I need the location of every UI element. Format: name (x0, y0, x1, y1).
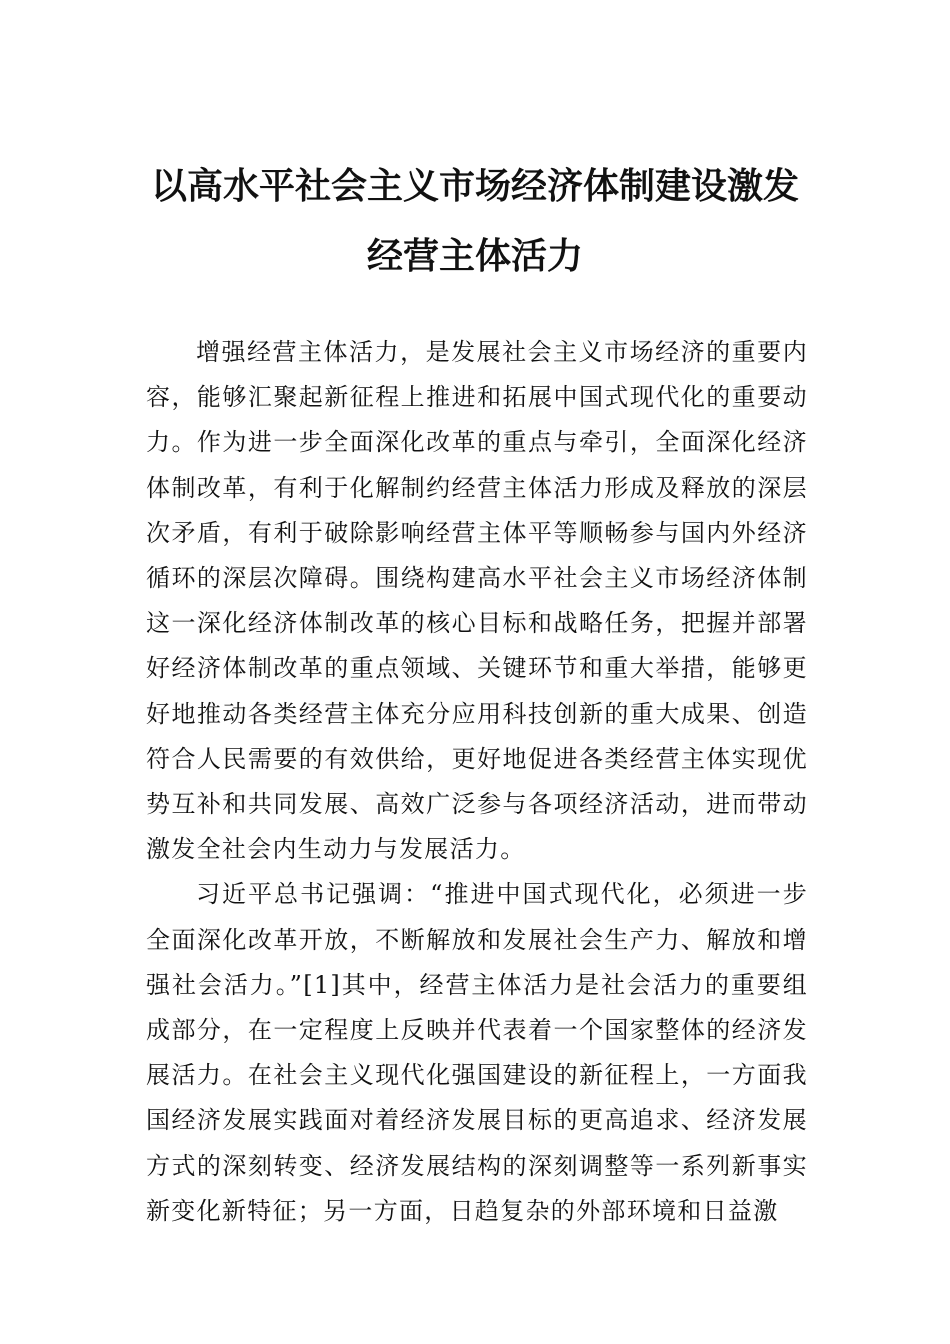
paragraph-2: 习近平总书记强调：“推进中国式现代化，必须进一步全面深化改革开放，不断解放和发展社会生产力、解放和增强社会活力。”[1]其中，经营主体活力是社会活力的重要组成部分，在一定程度上反映并代表着一个国家整体的经济发展活力。在社会主义现代化强国建设的新征程上，一方面我国经济发展实践面对着经济发展目标的更高追求、经济发展方式的深刻转变、经济发展结构的深刻调整等一系列新事实新变化新特征；另一方面，日趋复杂的外部环境和日益激 (146, 880, 808, 1225)
document-title-line-1: 以高水平社会主义市场经济体制建设激发 (150, 165, 799, 207)
document-title-line-2: 经营主体活力 (366, 235, 583, 277)
document-body (146, 330, 808, 1234)
paragraph-1: 增强经营主体活力，是发展社会主义市场经济的重要内容，能够汇聚起新征程上推进和拓展中国式现代化的重要动力。作为进一步全面深化改革的重点与牵引，全面深化经济体制改革，有利于化解制约经营主体活力形成及释放的深层次矛盾，有利于破除影响经营主体平等顺畅参与国内外经济循环的深层次障碍。围绕构建高水平社会主义市场经济体制这一深化经济体制改革的核心目标和战略任务，把握并部署好经济体制改革的重点领域、关键环节和重大举措，能够更好地推动各类经营主体充分应用科技创新的重大成果、创造符合人民需要的有效供给，更好地促进各类经营主体实现优势互补和共同发展、高效广泛参与各项经济活动，进而带动激发全社会内生动力与发展活力。 (146, 338, 808, 864)
